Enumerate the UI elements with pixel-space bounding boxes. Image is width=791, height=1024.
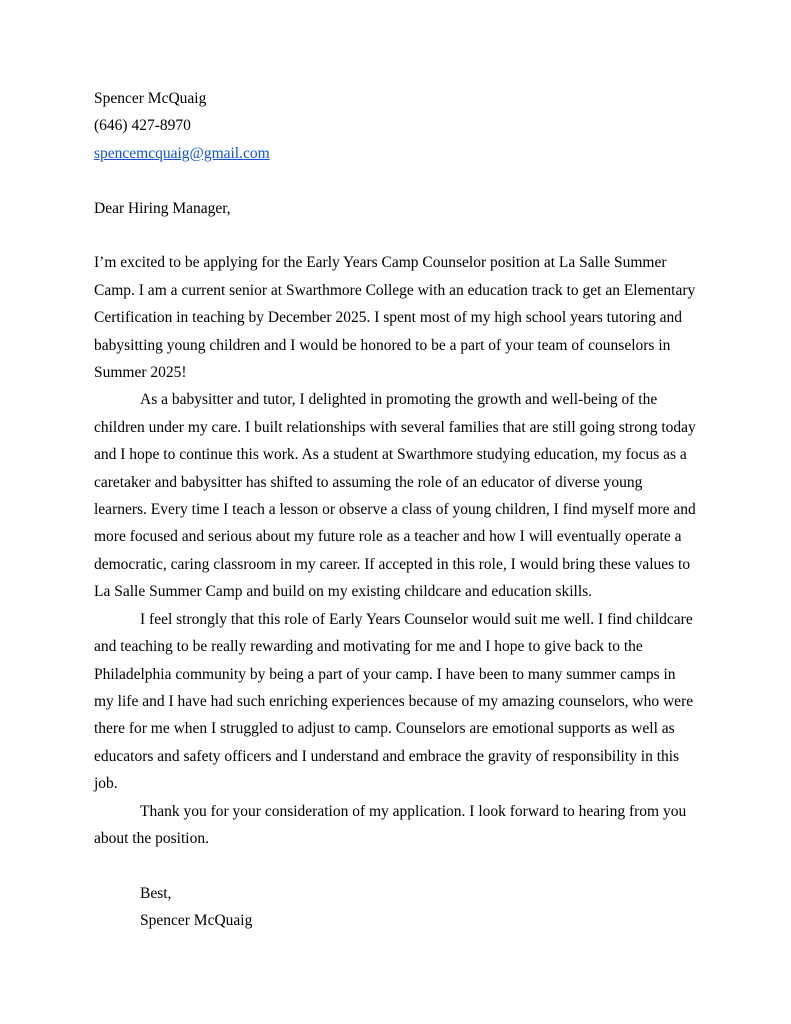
body-paragraph-4: Thank you for your consideration of my application. I look forward to hearing from you about the position. bbox=[94, 802, 687, 847]
body-paragraph-2: As a babysitter and tutor, I delighted in promoting the growth and well-being of the children under my care. I built relationships with several families that are still going strong today and I hope to continue this work. As a student at Swarthmore studying education, my focus as a caretaker and babysitter has shifted to assuming the role of an educator of diverse young learners. Every time I teach a lesson or observe a class of young children, I find myself more and more focused and serious about my future role as a teacher and how I will eventually operate a democratic, caring classroom in my career. If accepted in this role, I would bring these values to La Salle Summer Camp and build on my existing childcare and education skills. bbox=[94, 391, 696, 601]
signature-name: Spencer McQuaig bbox=[140, 912, 253, 930]
valediction: Best, bbox=[140, 884, 172, 902]
letter-body bbox=[94, 249, 697, 852]
closing-block bbox=[94, 880, 697, 935]
body-paragraph-1: I’m excited to be applying for the Early Years Camp Counselor position at La Salle Summer Camp. I am a current senior at Swarthmore College with an education track to get an Elementary Certification in teaching by December 2025. I spent most of my high school years tutoring and babysitting young children and I would be honored to be a part of your team of counselors in Summer 2025! bbox=[94, 254, 696, 382]
body-paragraph-3: I feel strongly that this role of Early Years Counselor would suit me well. I find childcare and teaching to be really rewarding and motivating for me and I hope to give back to the Philadelphia community by being a part of your camp. I have been to many summer camps in my life and I have had such enriching experiences because of my amazing counselors, who were there for me when I struggled to adjust to camp. Counselors are emotional supports as well as educators and safety officers and I understand and embrace the gravity of responsibility in this job. bbox=[94, 610, 694, 793]
sender-email-link[interactable]: spencemcquaig@gmail.com bbox=[94, 144, 270, 162]
sender-phone: (646) 427-8970 bbox=[94, 117, 191, 135]
sender-contact-block bbox=[94, 85, 697, 167]
salutation: Dear Hiring Manager, bbox=[94, 199, 231, 217]
sender-name: Spencer McQuaig bbox=[94, 90, 207, 107]
